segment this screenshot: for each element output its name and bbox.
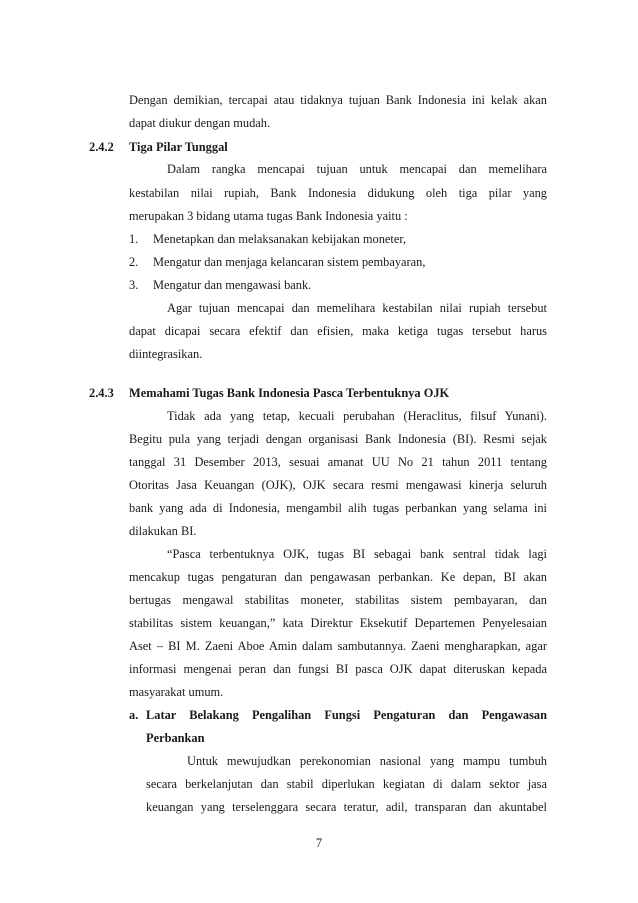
paragraph-line: Agar tujuan mencapai dan memelihara kestabilan nilai rupiah tersebut [167,301,547,315]
paragraph-line: Tidak ada yang tetap, kecuali perubahan (Heraclitus, filsuf Yunani). [167,409,547,423]
list-number: 2. [129,255,139,269]
list-number: 3. [129,278,139,292]
list-number: 1. [129,232,139,246]
paragraph-line: dilakukan BI. [129,524,197,538]
paragraph-line: informasi mengenai peran dan fungsi BI pasca OJK dapat diteruskan kepada [129,662,547,676]
paragraph-line: keuangan yang terselenggara secara teratur, adil, transparan dan akuntabel [146,800,547,814]
paragraph-line: merupakan 3 bidang utama tugas Bank Indonesia yaitu : [129,209,408,223]
paragraph-line: diintegrasikan. [129,347,203,361]
paragraph-line: secara berkelanjutan dan stabil diperlukan kegiatan di dalam sektor jasa [146,777,547,791]
list-item: Mengatur dan mengawasi bank. [153,278,312,292]
intro-line-1: Dengan demikian, tercapai atau tidaknya tujuan Bank Indonesia ini kelak akan [129,93,547,107]
paragraph-line: bertugas mengawal stabilitas moneter, stabilitas sistem pembayaran, dan [129,593,547,607]
paragraph-line: mencakup tugas pengaturan dan pengawasan perbankan. Ke depan, BI akan [129,570,547,584]
paragraph-line: Otoritas Jasa Keuangan (OJK), OJK secara resmi mengawasi kinerja seluruh [129,478,547,492]
paragraph-line: bank yang ada di Indonesia, mengambil alih tugas perbankan yang selama ini [129,501,547,515]
paragraph-line: “Pasca terbentuknya OJK, tugas BI sebagai bank sentral tidak lagi [167,547,547,561]
section-number-2-4-2: 2.4.2 [89,140,114,154]
paragraph-line: Dalam rangka mencapai tujuan untuk mencapai dan memelihara [167,162,547,176]
paragraph-line: Aset – BI M. Zaeni Aboe Amin dalam sambutannya. Zaeni mengharapkan, agar [129,639,547,653]
paragraph-line: masyarakat umum. [129,685,224,699]
subsection-title: Latar Belakang Pengalihan Fungsi Pengaturan dan Pengawasan [146,708,547,722]
list-item: Menetapkan dan melaksanakan kebijakan moneter, [153,232,407,246]
list-item: Mengatur dan menjaga kelancaran sistem pembayaran, [153,255,426,269]
section-number-2-4-3: 2.4.3 [89,386,114,400]
paragraph-line: kestabilan nilai rupiah, Bank Indonesia didukung oleh tiga pilar yang [129,186,547,200]
section-title-ojk: Memahami Tugas Bank Indonesia Pasca Terbentuknya OJK [129,386,450,400]
intro-line-2: dapat diukur dengan mudah. [129,116,271,130]
paragraph-line: tanggal 31 Desember 2013, sesuai amanat UU No 21 tahun 2011 tentang [129,455,547,469]
page-number: 7 [315,836,323,850]
paragraph-line: Begitu pula yang terjadi dengan organisasi Bank Indonesia (BI). Resmi sejak [129,432,547,446]
paragraph-line: dapat dicapai secara efektif dan efisien, maka ketiga tugas tersebut harus [129,324,547,338]
paragraph-line: Untuk mewujudkan perekonomian nasional yang mampu tumbuh [187,754,547,768]
section-title-tiga-pilar: Tiga Pilar Tunggal [129,140,228,154]
subsection-label-a: a. [129,708,139,722]
paragraph-line: stabilitas sistem keuangan,” kata Direktur Eksekutif Departemen Penyelesaian [129,616,547,630]
subsection-title-cont: Perbankan [146,731,205,745]
